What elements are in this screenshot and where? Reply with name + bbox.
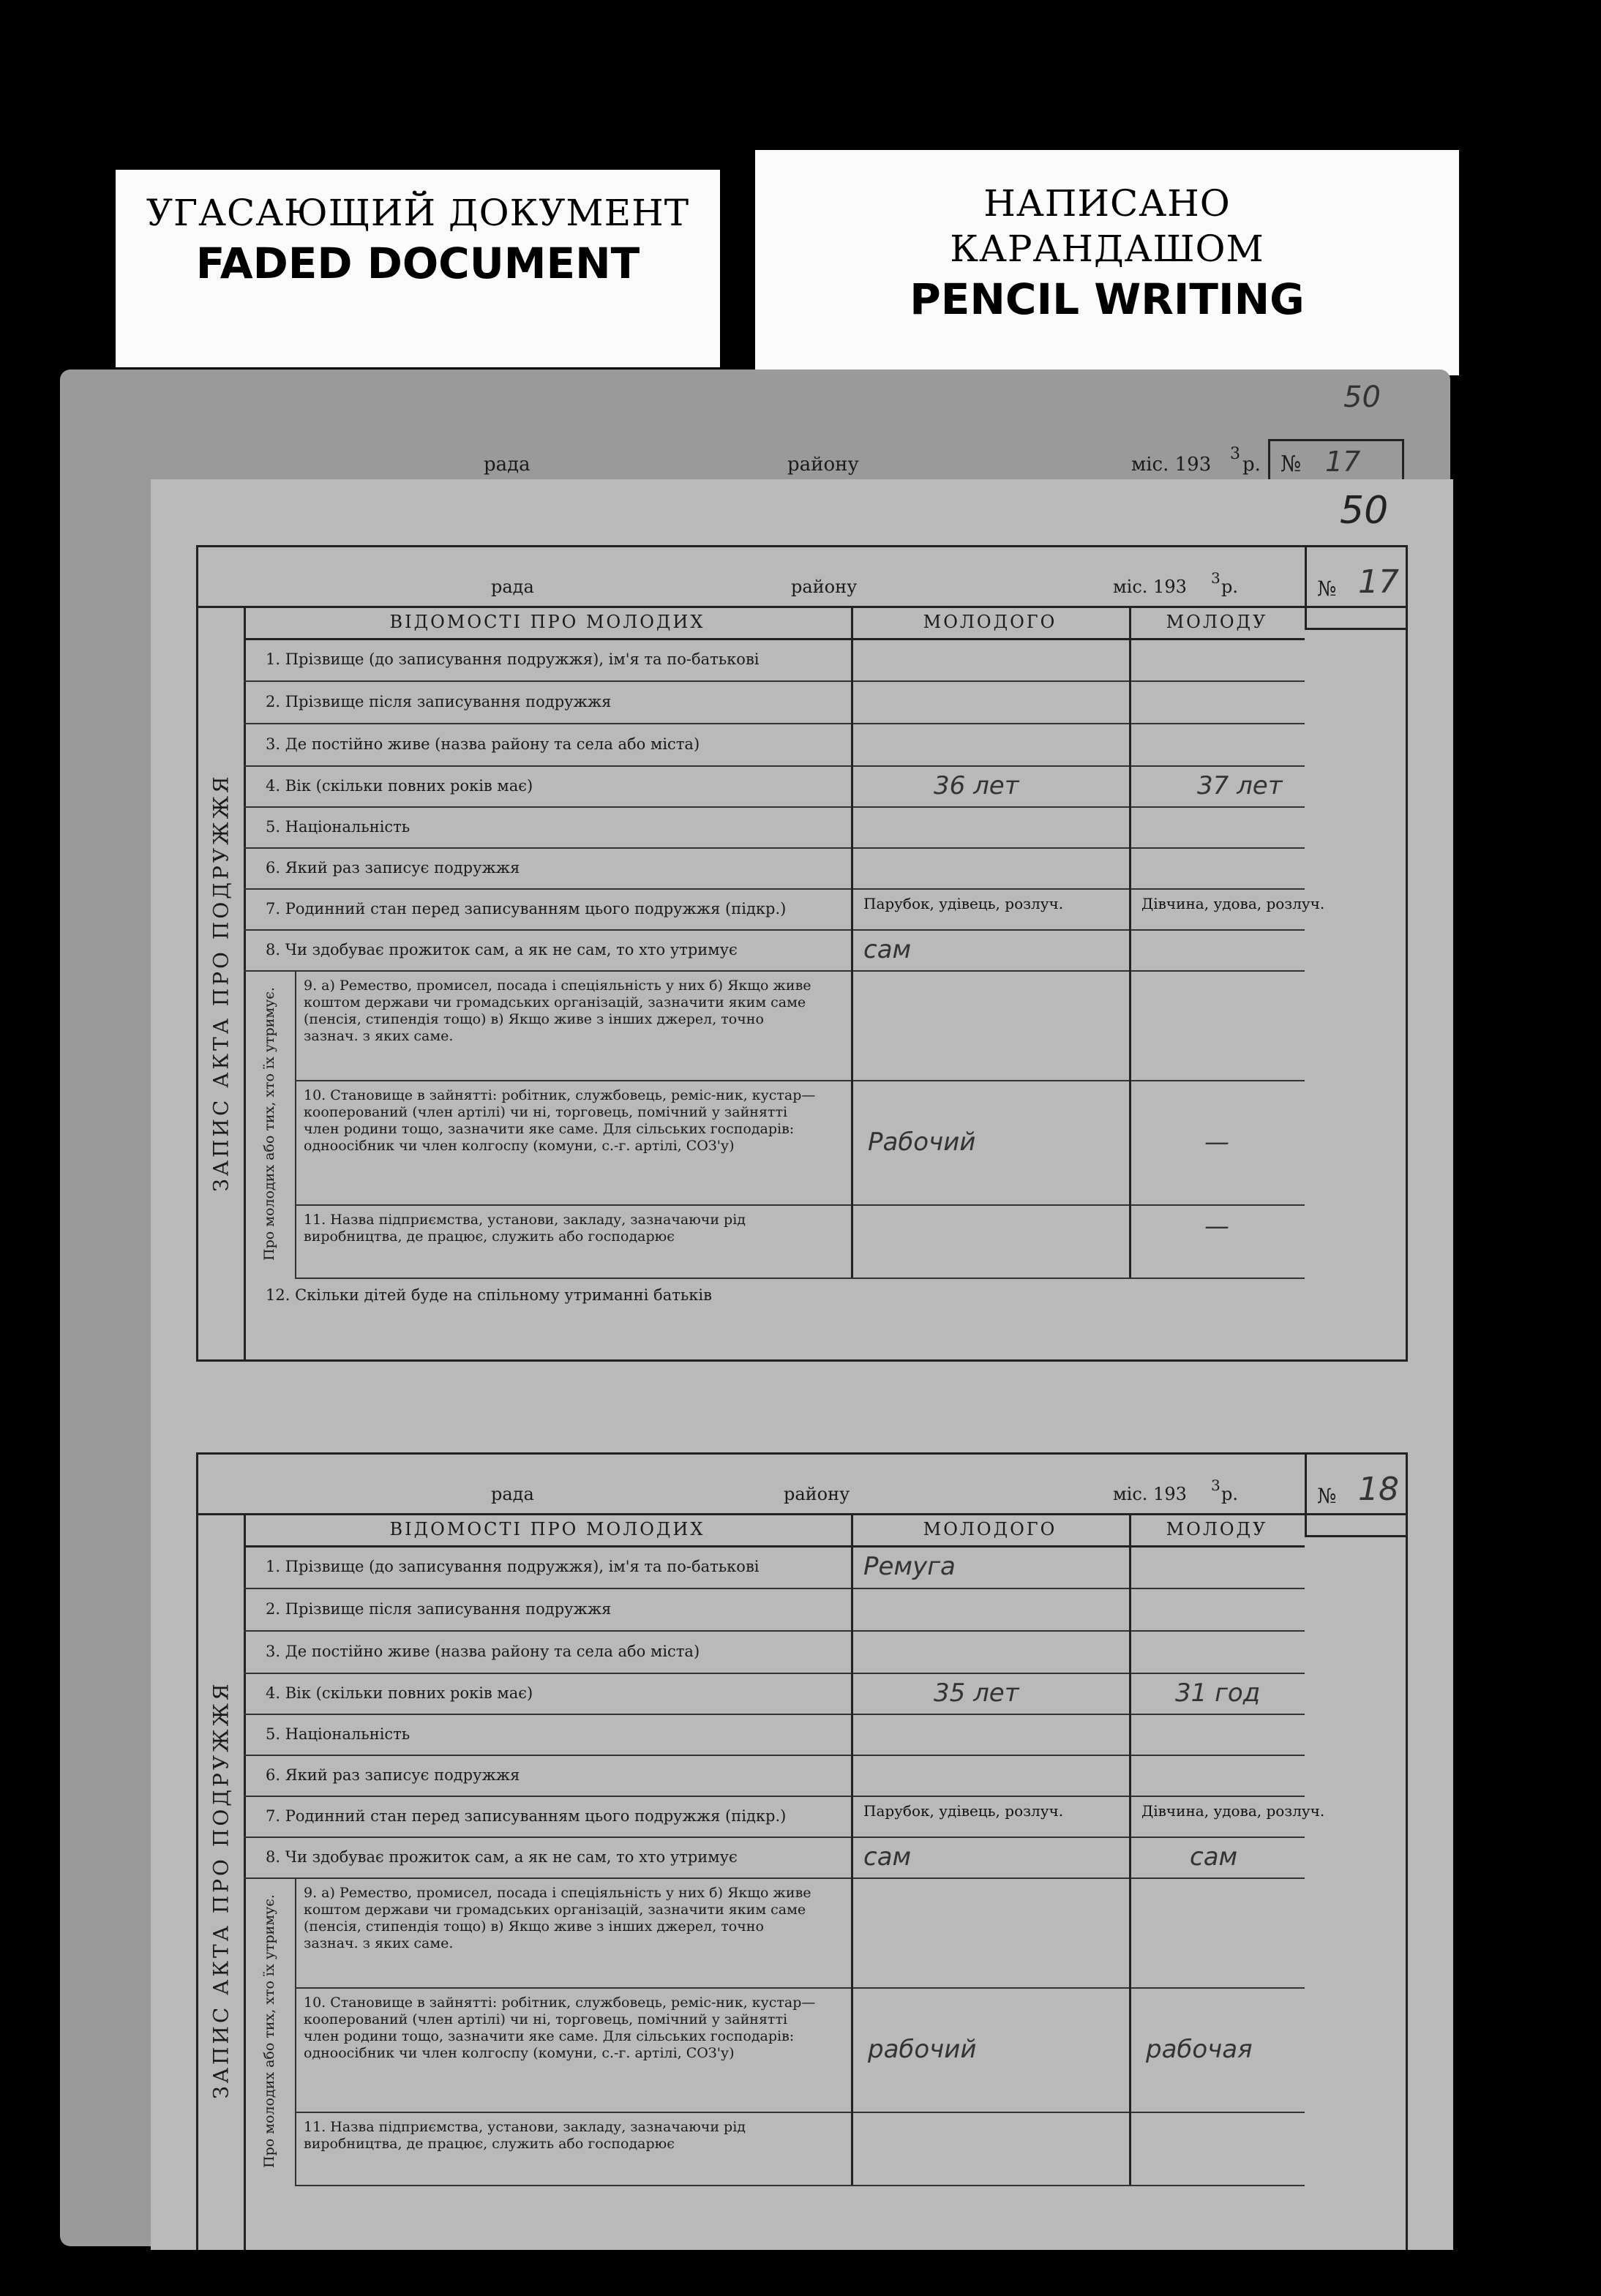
bride-cell <box>1129 680 1307 723</box>
row-label: 6. Який раз записує подружжя <box>266 859 520 877</box>
bride-cell <box>1129 1080 1307 1204</box>
groom-cell <box>851 1877 1131 1987</box>
groom-age: 35 лет <box>934 1678 1019 1708</box>
groom-cell <box>851 680 1131 723</box>
row-nationality <box>244 806 1305 849</box>
col-header-groom: МОЛОДОГО <box>851 1513 1131 1547</box>
groom-employment: Рабочий <box>868 1128 976 1157</box>
bride-cell <box>1129 1755 1307 1796</box>
marriage-record-2 <box>196 1452 1408 2269</box>
bride-employment: рабочая <box>1146 2035 1253 2064</box>
no-label: № <box>1317 1484 1337 1508</box>
bride-age: 31 год <box>1175 1678 1261 1708</box>
faded-label-ru: УГАСАЮЩИЙ ДОКУМЕНТ <box>146 192 690 234</box>
back-number: 17 <box>1325 446 1361 478</box>
row-employment <box>295 1987 1305 2113</box>
row-label: 8. Чи здобуває прожиток сам, а як не сам, то хто утримує <box>266 1848 738 1866</box>
scan-bottom-edge <box>0 2250 1601 2296</box>
row-surname-after <box>244 680 1305 724</box>
year-digit: 3 <box>1211 1477 1221 1494</box>
groom-cell <box>851 929 1131 970</box>
groom-cell <box>851 1545 1131 1588</box>
bride-cell <box>1129 888 1325 929</box>
row-label: 10. Становище в зайнятті: робітник, службовець, реміс-ник, кустар—кооперований (член артілі) чи ні, торговець, помічний у зайнятті член родини тощо, зазначити яке саме. Для сільських господарів: одноосібник чи член колгоспу (комуни, с.-г. артілі, СОЗ'у) <box>304 1995 816 2061</box>
row-marital-status <box>244 888 1325 931</box>
record-1-number-box <box>1305 547 1406 630</box>
record-number: 18 <box>1358 1471 1399 1508</box>
bride-cell <box>1129 1877 1307 1987</box>
groom-cell <box>851 638 1131 680</box>
groom-employment: рабочий <box>868 2035 977 2064</box>
row-surname-after <box>244 1588 1305 1632</box>
row-label: 8. Чи здобуває прожиток сам, а як не сам, то хто утримує <box>266 941 738 958</box>
bride-status-options: Дівчина, удова, розлуч. <box>1141 1801 1325 1820</box>
faded-label-en: FADED DOCUMENT <box>195 239 640 288</box>
bride-cell <box>1129 765 1307 806</box>
row-workplace <box>295 2112 1305 2186</box>
back-no-label: № <box>1281 451 1302 477</box>
bride-cell <box>1129 806 1307 847</box>
row-label: 5. Національність <box>266 818 410 836</box>
row-nationality <box>244 1714 1305 1756</box>
col-header-info: ВІДОМОСТІ ПРО МОЛОДИХ <box>244 1513 853 1547</box>
row-livelihood <box>244 1837 1305 1879</box>
month-label: міс. 193 <box>1113 577 1187 597</box>
groom-age: 36 лет <box>934 771 1019 800</box>
bride-cell <box>1129 638 1307 680</box>
groom-cell <box>851 1204 1131 1278</box>
row-label: 2. Прізвище після записування подружжя <box>266 693 612 710</box>
r-label: р. <box>1221 577 1238 597</box>
raion-label: району <box>784 1484 850 1504</box>
back-month-label: міс. 193 <box>1131 454 1212 476</box>
groom-status-options: Парубок, удівець, розлуч. <box>863 894 1064 912</box>
row-label: 2. Прізвище після записування подружжя <box>266 1600 612 1618</box>
rada-label: рада <box>491 577 534 597</box>
sub-side-title <box>244 1877 296 2185</box>
row-name <box>244 1545 1305 1589</box>
groom-cell <box>851 1673 1131 1714</box>
bride-cell <box>1129 2112 1307 2185</box>
bride-age: 37 лет <box>1197 771 1283 800</box>
row-name <box>244 638 1305 682</box>
row-workplace <box>295 1204 1305 1279</box>
bride-cell <box>1129 1545 1307 1588</box>
groom-cell <box>851 2112 1131 2185</box>
groom-livelihood: сам <box>863 1842 912 1872</box>
pencil-label-ru-1: НАПИСАНО <box>983 182 1231 225</box>
row-age <box>244 1673 1305 1715</box>
bride-cell <box>1129 1673 1307 1714</box>
page-stamp: 50 <box>1340 489 1389 533</box>
record-1-side-title <box>198 606 246 1359</box>
back-stamp: 50 <box>1343 380 1381 414</box>
bride-cell <box>1129 1987 1307 2112</box>
record-number: 17 <box>1358 563 1399 601</box>
row-residence <box>244 1630 1305 1674</box>
r-label: р. <box>1221 1484 1238 1504</box>
month-label: міс. 193 <box>1113 1484 1187 1504</box>
row-label: 3. Де постійно живе (назва району та села або міста) <box>266 1643 700 1660</box>
row-label: 10. Становище в зайнятті: робітник, службовець, реміс-ник, кустар—кооперований (член артілі) чи ні, торговець, помічний у зайнятті член родини тощо, зазначити яке саме. Для сільських господарів: одноосібник чи член колгоспу (комуни, с.-г. артілі, СОЗ'у) <box>304 1087 816 1154</box>
row-label: 4. Вік (скільки повних років має) <box>266 777 533 795</box>
groom-cell <box>851 723 1131 765</box>
row-label: 11. Назва підприємства, установи, закладу, зазначаючи рід виробництва, де працює, служить або господарює <box>304 2119 746 2152</box>
groom-cell <box>851 806 1131 847</box>
row-label: 11. Назва підприємства, установи, закладу, зазначаючи рід виробництва, де працює, служить або господарює <box>304 1212 746 1245</box>
side-title-text: ЗАПИС АКТА ПРО ПОДРУЖЖЯ <box>209 1681 233 2099</box>
bride-cell <box>1129 1837 1307 1877</box>
bride-cell <box>1129 723 1307 765</box>
back-raion-label: району <box>787 454 859 476</box>
sub-side-text: Про молодих або тих, хто їх утримує. <box>261 987 277 1261</box>
col-header-info: ВІДОМОСТІ ПРО МОЛОДИХ <box>244 606 853 640</box>
marriage-record-1 <box>196 489 1408 1362</box>
back-year-digit: 3 <box>1230 445 1240 463</box>
bride-cell <box>1129 1714 1307 1755</box>
faded-document-card <box>116 170 720 367</box>
groom-cell <box>851 1588 1131 1630</box>
groom-cell <box>851 1755 1131 1796</box>
sub-side-text: Про молодих або тих, хто їх утримує. <box>261 1894 277 2168</box>
row-label: 5. Національність <box>266 1725 410 1743</box>
row-label: 6. Який раз записує подружжя <box>266 1766 520 1784</box>
groom-status-options: Парубок, удівець, розлуч. <box>863 1801 1064 1820</box>
groom-name: Ремуга <box>863 1552 956 1581</box>
groom-cell <box>851 1080 1131 1204</box>
side-title-text: ЗАПИС АКТА ПРО ПОДРУЖЖЯ <box>209 773 233 1192</box>
col-header-bride: МОЛОДУ <box>1129 1513 1305 1547</box>
bride-employment: — <box>1204 1128 1229 1157</box>
groom-cell <box>851 1714 1131 1755</box>
bride-cell <box>1129 1588 1307 1630</box>
row-label: 1. Прізвище (до записування подружжя), ім'я та по-батькові <box>266 650 760 668</box>
sub-side-title <box>244 970 296 1278</box>
row-label: 7. Родинний стан перед записуванням цього подружжя (підкр.) <box>266 1807 787 1825</box>
no-label: № <box>1317 577 1337 601</box>
bride-cell <box>1129 847 1307 888</box>
row-label: 9. а) Ремество, промисел, посада і спеціяльність у них б) Якщо живе коштом держави чи громадських організацій, зазначити яким саме (пенсія, стипендія тощо) в) Якщо живе з інших джерел, точно зазнач. з яких саме. <box>304 978 811 1044</box>
back-rada-label: рада <box>484 454 530 476</box>
groom-livelihood: сам <box>863 935 912 964</box>
bride-cell <box>1129 929 1307 970</box>
bride-livelihood: сам <box>1190 1842 1238 1872</box>
raion-label: району <box>791 577 858 597</box>
col-header-groom: МОЛОДОГО <box>851 606 1131 640</box>
row-label: 7. Родинний стан перед записуванням цього подружжя (підкр.) <box>266 900 787 918</box>
record-1-header <box>198 547 1406 608</box>
bride-cell <box>1129 970 1307 1080</box>
row-children <box>244 1278 1305 1321</box>
row-employment <box>295 1080 1305 1206</box>
row-residence <box>244 723 1305 767</box>
groom-cell <box>851 847 1131 888</box>
row-marriage-count <box>244 1755 1305 1797</box>
groom-cell <box>851 970 1131 1080</box>
bride-cell <box>1129 1796 1325 1837</box>
row-label: 4. Вік (скільки повних років має) <box>266 1684 533 1702</box>
row-age <box>244 765 1305 808</box>
col-header-bride: МОЛОДУ <box>1129 606 1305 640</box>
bride-workplace: — <box>1204 1212 1229 1241</box>
pencil-label-en: PENCIL WRITING <box>910 274 1305 324</box>
back-r-label: р. <box>1242 454 1261 476</box>
pencil-label-ru-2: КАРАНДАШОМ <box>950 228 1264 270</box>
groom-cell <box>851 888 1131 929</box>
row-livelihood <box>244 929 1305 972</box>
groom-cell <box>851 1796 1131 1837</box>
row-occupation <box>295 1877 1305 1989</box>
bride-cell <box>1129 1204 1307 1278</box>
row-marriage-count <box>244 847 1305 890</box>
groom-cell <box>851 1987 1131 2112</box>
groom-cell <box>851 1630 1131 1673</box>
bride-cell <box>1129 1630 1307 1673</box>
row-marital-status <box>244 1796 1325 1838</box>
record-2-header <box>198 1455 1406 1515</box>
rada-label: рада <box>491 1484 534 1504</box>
row-label: 3. Де постійно живе (назва району та села або міста) <box>266 735 700 753</box>
row-label: 9. а) Ремество, промисел, посада і спеціяльність у них б) Якщо живе коштом держави чи громадських організацій, зазначити яким саме (пенсія, стипендія тощо) в) Якщо живе з інших джерел, точно зазнач. з яких саме. <box>304 1885 811 1951</box>
pencil-writing-card <box>755 150 1459 375</box>
year-digit: 3 <box>1211 569 1221 587</box>
row-label: 1. Прізвище (до записування подружжя), ім'я та по-батькові <box>266 1558 760 1575</box>
groom-cell <box>851 765 1131 806</box>
groom-cell <box>851 1837 1131 1877</box>
record-2-number-box <box>1305 1455 1406 1537</box>
row-label: 12. Скільки дітей буде на спільному утриманні батьків <box>266 1286 712 1304</box>
record-2-side-title <box>198 1513 246 2267</box>
row-occupation <box>295 970 1305 1081</box>
bride-status-options: Дівчина, удова, розлуч. <box>1141 894 1325 912</box>
